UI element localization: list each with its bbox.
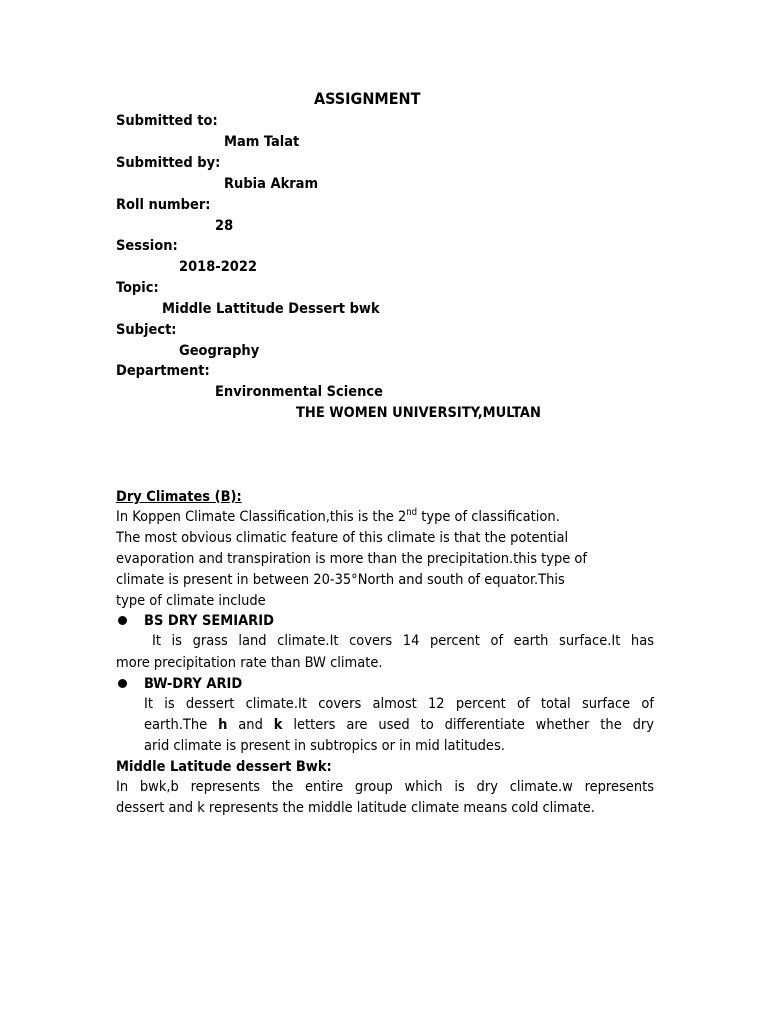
paragraph-line: climate is present in between 20-35°North and south of equator.This (116, 572, 565, 588)
semiarid-line: more precipitation rate than BW climate. (116, 655, 383, 671)
subheading: Middle Latitude dessert Bwk: (116, 759, 332, 775)
bullet-dot-icon (118, 679, 127, 688)
section-heading: Dry Climates (B): (116, 489, 242, 505)
paragraph-line: The most obvious climatic feature of this climate is that the potential (116, 530, 569, 546)
arid-text: earth.The (144, 717, 219, 733)
closing-line: dessert and k represents the middle latitude climate means cold climate. (116, 800, 595, 816)
arid-line: It is dessert climate.It covers almost 12 percent of total surface of (144, 696, 654, 712)
submitted-by-label: Submitted by: (116, 155, 221, 171)
arid-line: arid climate is present in subtropics or in mid latitudes. (144, 738, 505, 754)
paragraph-line: evaporation and transpiration is more than the precipitation.this type of (116, 551, 587, 567)
arid-text: letters are used to differentiate whether the dry (282, 717, 654, 733)
intro-superscript: nd (406, 507, 418, 518)
university-name: THE WOMEN UNIVERSITY,MULTAN (296, 405, 541, 421)
bullet-label-arid: BW-DRY ARID (144, 676, 243, 692)
topic-label: Topic: (116, 280, 159, 296)
paragraph-line: type of climate include (116, 593, 266, 609)
submitted-to-label: Submitted to: (116, 113, 218, 129)
arid-text: and (227, 717, 274, 733)
submitted-by-value: Rubia Akram (224, 176, 319, 192)
arid-letter-k: k (273, 717, 283, 733)
bullet-dot-icon (118, 616, 127, 625)
session-label: Session: (116, 238, 178, 254)
session-value: 2018-2022 (179, 259, 258, 275)
roll-number-label: Roll number: (116, 197, 211, 213)
arid-line (144, 716, 654, 734)
intro-line (116, 508, 560, 526)
bullet-label-semiarid: BS DRY SEMIARID (144, 613, 274, 629)
department-label: Department: (116, 363, 210, 379)
subject-label: Subject: (116, 322, 177, 338)
closing-line: In bwk,b represents the entire group which is dry climate.w represents (116, 779, 654, 795)
roll-number-value: 28 (215, 218, 234, 234)
intro-text-post: type of classification. (417, 509, 560, 525)
assignment-title: ASSIGNMENT (314, 89, 421, 108)
intro-text-pre: In Koppen Climate Classification,this is the 2 (116, 509, 407, 525)
submitted-to-value: Mam Talat (224, 134, 300, 150)
department-value: Environmental Science (215, 384, 383, 400)
semiarid-line: It is grass land climate.It covers 14 percent of earth surface.It has (152, 633, 654, 649)
topic-value: Middle Lattitude Dessert bwk (162, 301, 380, 317)
arid-letter-h: h (218, 717, 228, 733)
subject-value: Geography (179, 343, 260, 359)
